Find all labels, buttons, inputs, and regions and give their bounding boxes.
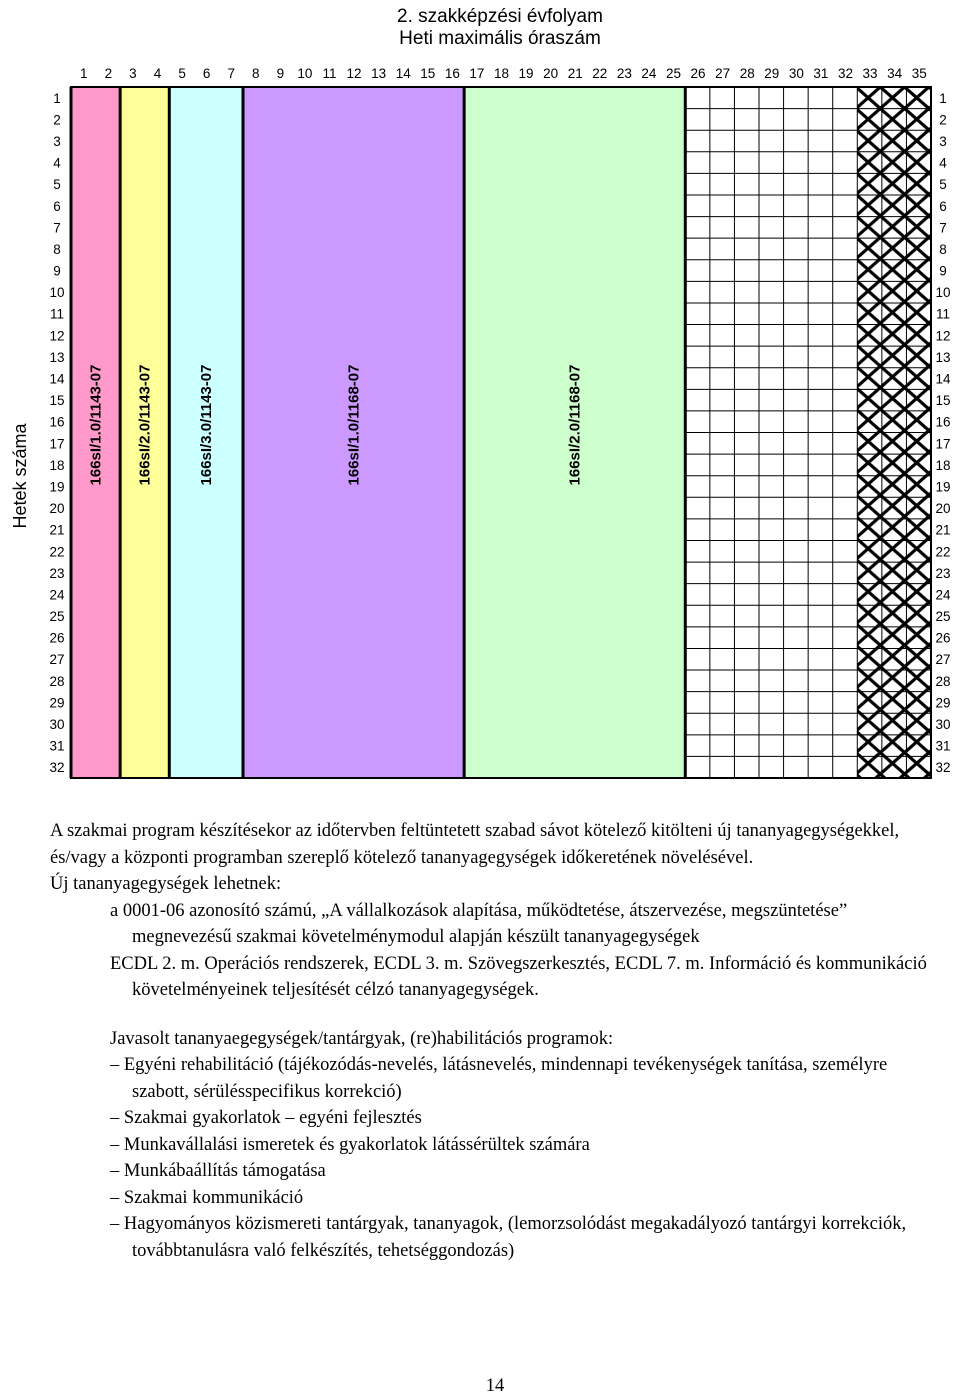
- list-item: – Szakmai kommunikáció: [110, 1187, 304, 1208]
- band-label: 166sI/2.0/1143-07: [136, 364, 154, 486]
- x-tick-label: 14: [395, 66, 411, 81]
- x-tick-label: 35: [911, 66, 927, 81]
- list-item: – Munkábaállítás támogatása: [110, 1161, 326, 1181]
- x-tick-label: 5: [178, 66, 186, 81]
- chart-title-line1: 2. szakképzési évfolyam: [397, 6, 603, 27]
- y-tick-label-left: 18: [49, 457, 65, 473]
- y-tick-label-right: 28: [935, 673, 951, 689]
- page-number: 14: [485, 1376, 505, 1396]
- band-label: 166sI/2.0/1168-07: [566, 364, 584, 486]
- x-tick-label: 1: [80, 66, 88, 81]
- x-tick-label: 10: [297, 66, 313, 81]
- y-tick-label-left: 15: [49, 393, 65, 409]
- list-item: – Szakmai gyakorlatok – egyéni fejlesztés: [110, 1108, 422, 1128]
- y-tick-label-right: 16: [935, 414, 951, 430]
- y-tick-label-left: 24: [49, 587, 65, 603]
- y-tick-label-left: 12: [49, 328, 65, 344]
- x-tick-label: 19: [518, 66, 534, 81]
- y-tick-label-left: 28: [49, 673, 65, 689]
- band-label: 166sI/1.0/1143-07: [87, 364, 105, 486]
- x-tick-label: 16: [444, 66, 460, 81]
- x-tick-label: 12: [346, 66, 362, 81]
- list-item: – Hagyományos közismereti tantárgyak, tananyagok, (lemorzsolódást megakadályozó tantárgyi korrekciók, továbbtanulásra való felkészítés, tehetséggondozás): [110, 1214, 907, 1261]
- y-tick-label-right: 22: [935, 544, 951, 560]
- y-tick-label-left: 8: [53, 241, 61, 257]
- x-tick-label: 18: [493, 66, 510, 81]
- y-tick-label-right: 7: [939, 220, 947, 236]
- paragraph-intro: A szakmai program készítésekor az időtervben feltüntetett szabad sávot kötelező kitölteni új tananyagegységekkel, és/vagy a központi programban szereplő kötelező tananyagegységek időkeretének növelésével.: [50, 821, 900, 868]
- y-tick-label-right: 19: [935, 479, 951, 495]
- y-tick-label-right: 5: [939, 177, 947, 193]
- y-tick-label-right: 29: [935, 695, 951, 711]
- y-tick-label-right: 30: [935, 717, 951, 733]
- x-tick-label: 33: [862, 66, 878, 81]
- y-tick-label-right: 1: [939, 90, 947, 106]
- x-tick-label: 23: [616, 66, 632, 81]
- chart-subtitle: Heti maximális óraszám: [399, 28, 601, 49]
- y-tick-label-left: 6: [53, 198, 61, 214]
- y-tick-label-left: 31: [49, 738, 65, 754]
- x-tick-label: 29: [764, 66, 780, 81]
- y-tick-label-right: 10: [935, 285, 951, 301]
- x-tick-label: 31: [813, 66, 829, 81]
- x-tick-label: 6: [202, 66, 211, 81]
- y-tick-label-right: 14: [935, 371, 951, 387]
- y-tick-label-left: 29: [49, 695, 65, 711]
- y-tick-label-left: 19: [49, 479, 65, 495]
- y-tick-label-left: 11: [49, 306, 65, 322]
- x-tick-label: 7: [227, 66, 235, 81]
- y-tick-label-left: 9: [53, 263, 61, 279]
- y-tick-label-left: 17: [49, 436, 65, 452]
- x-tick-label: 9: [276, 66, 285, 81]
- x-tick-label: 32: [837, 66, 854, 81]
- y-tick-label-left: 20: [49, 501, 65, 517]
- y-tick-label-right: 18: [935, 457, 951, 473]
- y-tick-label-right: 11: [935, 306, 951, 322]
- y-tick-label-left: 13: [49, 349, 65, 365]
- y-tick-label-left: 25: [49, 609, 65, 625]
- y-tick-label-right: 3: [939, 133, 947, 149]
- y-tick-label-left: 27: [49, 652, 65, 668]
- y-tick-label-right: 2: [939, 112, 947, 128]
- y-tick-label-right: 25: [935, 609, 951, 625]
- y-tick-label-right: 9: [939, 263, 947, 279]
- y-tick-label-left: 32: [49, 760, 65, 776]
- x-tick-label: 13: [371, 66, 387, 81]
- y-tick-label-right: 15: [935, 393, 951, 409]
- y-axis-title: Hetek száma: [10, 423, 30, 529]
- y-tick-label-left: 1: [53, 90, 61, 106]
- x-tick-label: 28: [739, 66, 755, 81]
- y-tick-label-left: 7: [53, 220, 61, 236]
- y-tick-label-right: 21: [935, 522, 951, 538]
- y-tick-label-right: 8: [939, 241, 947, 257]
- y-tick-label-right: 17: [935, 436, 951, 452]
- x-tick-label: 21: [567, 66, 583, 81]
- y-tick-label-right: 13: [935, 349, 951, 365]
- y-tick-label-right: 12: [935, 328, 951, 344]
- y-tick-label-right: 4: [939, 155, 947, 171]
- y-tick-label-right: 31: [935, 738, 951, 754]
- paragraph-module: a 0001-06 azonosító számú, „A vállalkozások alapítása, működtetése, átszervezése, megszüntetése” megnevezésű szakmai követelménymodul alapján készült tananyagegységek: [110, 900, 848, 947]
- y-tick-label-right: 27: [935, 652, 951, 668]
- y-tick-label-right: 20: [935, 501, 951, 517]
- y-tick-label-left: 21: [49, 522, 65, 538]
- y-tick-label-left: 3: [53, 133, 61, 149]
- y-tick-label-left: 2: [53, 112, 61, 128]
- y-tick-label-right: 24: [935, 587, 951, 603]
- band-label: 166sI/3.0/1143-07: [198, 364, 216, 486]
- y-tick-label-left: 14: [49, 371, 65, 387]
- x-tick-label: 3: [129, 66, 137, 81]
- paragraph-ecdl: ECDL 2. m. Operációs rendszerek, ECDL 3. m. Szövegszerkesztés, ECDL 7. m. Információ és kommunikáció követelményeinek teljesítését célzó tananyagegységek.: [110, 953, 927, 1000]
- y-tick-label-left: 5: [53, 177, 61, 193]
- x-tick-label: 17: [469, 66, 485, 81]
- x-tick-label: 34: [887, 66, 903, 81]
- paragraph-suggested: Javasolt tananyaegegységek/tantárgyak, (re)habilitációs programok:: [110, 1028, 614, 1049]
- x-tick-label: 15: [420, 66, 436, 81]
- list-item: – Munkavállalási ismeretek és gyakorlatok látássérültek számára: [110, 1134, 590, 1155]
- y-tick-label-right: 23: [935, 565, 951, 581]
- x-tick-label: 8: [252, 66, 260, 81]
- x-tick-label: 4: [153, 66, 162, 81]
- x-tick-label: 24: [641, 66, 657, 81]
- x-tick-label: 22: [592, 66, 608, 81]
- y-tick-label-left: 26: [49, 630, 65, 646]
- paragraph-new-units: Új tananyagegységek lehetnek:: [50, 874, 282, 894]
- x-tick-label: 27: [715, 66, 731, 81]
- body-text: [50, 818, 940, 1264]
- list-item: – Egyéni rehabilitáció (tájékozódás-nevelés, látásnevelés, mindennapi tevékenységek tanítása, személyre szabott, sérülésspecifikus korrekció): [110, 1055, 888, 1102]
- y-tick-label-right: 26: [935, 630, 951, 646]
- y-tick-label-left: 4: [53, 155, 61, 171]
- x-tick-label: 25: [665, 66, 682, 81]
- x-tick-label: 11: [322, 66, 337, 81]
- y-tick-label-right: 6: [939, 198, 947, 214]
- y-tick-label-left: 16: [49, 414, 65, 430]
- x-tick-label: 30: [788, 66, 804, 81]
- x-tick-label: 26: [690, 66, 706, 81]
- y-tick-label-left: 10: [49, 285, 65, 301]
- y-tick-label-left: 23: [49, 565, 65, 581]
- band-label: 166sI/1.0/1168-07: [345, 364, 363, 486]
- y-tick-label-left: 22: [49, 544, 65, 560]
- y-tick-label-left: 30: [49, 717, 65, 733]
- y-tick-label-right: 32: [935, 760, 951, 776]
- x-tick-label: 20: [543, 66, 559, 81]
- x-tick-label: 2: [104, 66, 113, 81]
